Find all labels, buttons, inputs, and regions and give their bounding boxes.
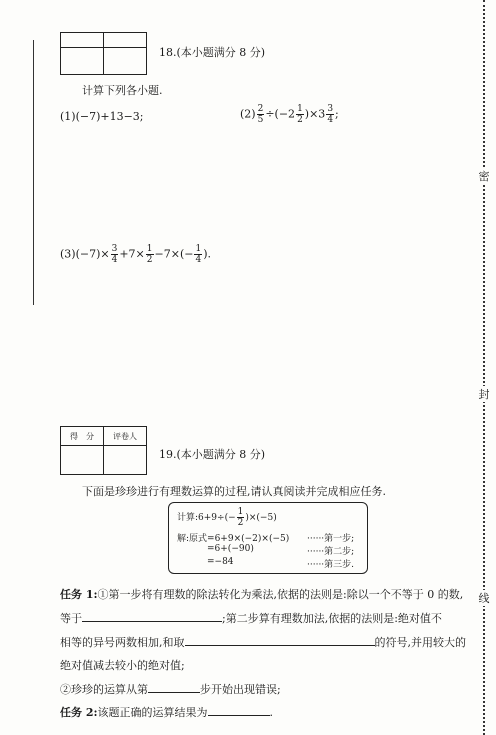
q18-problem-1: (1)(−7)+13−3;	[60, 110, 144, 123]
task1-line-a: 任务 1:①第一步将有理数的除法转化为乘法,依据的法则是:除以一个不等于 0 的数,	[60, 588, 464, 601]
q18-p3-prefix: (3)(−7)×	[60, 247, 110, 261]
margin-mark-seal: 密	[476, 168, 492, 184]
margin-mark-fold: 封	[476, 386, 492, 402]
task1-line-b: 等于 ;第二步算有理数加法,依据的法则是:绝对值不	[60, 612, 442, 625]
answer-blank-1[interactable]	[82, 611, 222, 622]
q18-p2-op: )×3	[304, 107, 326, 121]
score-label: 得 分	[61, 427, 104, 446]
answer-blank-4[interactable]	[208, 705, 270, 716]
q19-solution-box	[168, 502, 368, 574]
task1-line-e: ②珍珍的运算从第 步开始出现错误;	[60, 683, 281, 696]
task1-line-c: 相等的异号两数相加,和取 的符号,并用较大的	[60, 636, 466, 649]
fraction: $\frac{1}{2}$	[237, 507, 244, 528]
fraction: $\frac{2}{5}$	[257, 104, 264, 125]
grader-label: 评卷人	[104, 427, 147, 446]
q18-p2-end: ;	[335, 107, 339, 121]
margin-mark-line: 线	[476, 590, 492, 606]
box-step-label-3: ······第三步.	[307, 560, 355, 570]
task2-line: 任务 2:该题正确的运算结果为 .	[60, 706, 274, 719]
q18-instruction: 计算下列各小题.	[82, 84, 163, 97]
task2-label: 任务 2:	[60, 706, 98, 719]
q18-p3-op: +7×	[119, 247, 145, 261]
q18-p2-op: ÷(−2	[265, 107, 296, 121]
fraction: $\frac{1}{2}$	[146, 244, 153, 265]
answer-blank-3[interactable]	[148, 682, 200, 693]
box-step-label-2: ······第二步;	[307, 547, 355, 557]
q18-p2-prefix: (2)	[240, 107, 256, 121]
fraction: $\frac{3}{4}$	[327, 104, 334, 125]
box-step-label-1: ······第一步;	[307, 534, 355, 544]
fraction: $\frac{1}{4}$	[195, 244, 202, 265]
fraction: $\frac{1}{2}$	[297, 104, 303, 125]
q19-score-table	[60, 426, 147, 475]
box-solution-step-2: =6+(−90)	[207, 544, 254, 554]
q18-p3-end: ).	[203, 247, 211, 261]
task1-line-d: 绝对值减去较小的绝对值;	[60, 659, 185, 672]
q18-problem-3	[60, 244, 211, 265]
answer-area-border	[33, 40, 34, 305]
q19-header: 19.(本小题满分 8 分)	[159, 448, 266, 461]
box-calc-line: 计算:6+9÷(− $\frac{1}{2}$ )×(−5)	[177, 507, 277, 528]
q18-score-table	[60, 32, 147, 75]
box-solution-step-1: 解:原式=6+9×(−2)×(−5)	[177, 534, 290, 544]
q18-problem-2	[240, 104, 339, 125]
q18-header: 18.(本小题满分 8 分)	[159, 46, 266, 59]
binding-dotted-line	[483, 0, 485, 735]
task1-label: 任务 1:	[60, 588, 98, 601]
q19-intro: 下面是珍珍进行有理数运算的过程,请认真阅读并完成相应任务.	[82, 485, 386, 498]
box-solution-step-3: =−84	[207, 557, 234, 567]
fraction: $\frac{3}{4}$	[111, 244, 118, 265]
q18-p3-op: −7×(−	[154, 247, 194, 261]
answer-blank-2[interactable]	[185, 635, 375, 646]
